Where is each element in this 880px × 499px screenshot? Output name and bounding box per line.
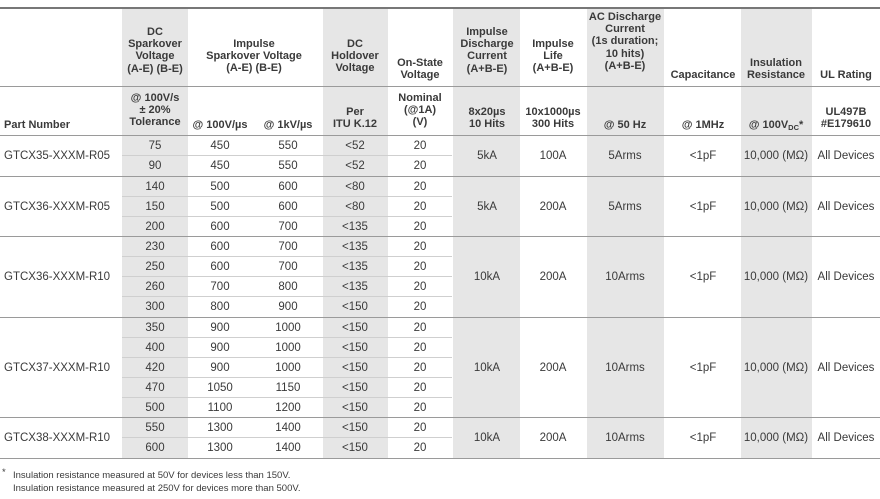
footnote-line-2: Insulation resistance measured at 250V for devices more than 500V. xyxy=(13,483,301,494)
dc-holdover-cell: <150 xyxy=(342,341,368,354)
table-rule xyxy=(0,86,880,87)
part-number-cell: GTCX38-XXXM-R10 xyxy=(4,432,111,444)
table-rule xyxy=(0,417,880,418)
on-state-cell: 20 xyxy=(413,220,427,233)
table-rule xyxy=(0,176,880,177)
insulation-cell: 10,000 (MΩ) xyxy=(743,150,809,162)
on-state-cell: 20 xyxy=(413,301,427,313)
dc-sparkover-cell: 250 xyxy=(145,260,165,273)
on-state-cell: 20 xyxy=(413,240,427,253)
part-number-cell: GTCX36-XXXM-R05 xyxy=(4,200,111,213)
row-divider xyxy=(122,377,452,378)
dc-holdover-cell: <135 xyxy=(342,260,368,273)
impulse-100-cell: 1300 xyxy=(207,442,233,454)
dc-holdover-cell: <52 xyxy=(345,139,365,152)
column-header: AC Discharge Current (1s duration; 10 hits) (A+B-E) xyxy=(588,11,662,72)
table-rule xyxy=(0,7,880,9)
dc-sparkover-cell: 300 xyxy=(145,301,165,313)
impulse-1k-cell: 1000 xyxy=(275,341,301,354)
part-number-cell: GTCX36-XXXM-R10 xyxy=(4,271,111,283)
part-number-cell: GTCX35-XXXM-R05 xyxy=(4,150,111,162)
dc-sparkover-cell: 350 xyxy=(145,321,165,334)
impulse-1k-cell: 1150 xyxy=(275,381,301,394)
row-divider xyxy=(122,437,452,438)
impulse-100-cell: 900 xyxy=(210,341,230,354)
dc-holdover-cell: <150 xyxy=(342,321,368,334)
dc-sparkover-cell: 600 xyxy=(145,442,165,454)
insulation-dc-subscript: DC xyxy=(788,123,800,132)
column-header: DC Sparkover Voltage (A-E) (B-E) xyxy=(127,26,183,75)
impulse-100-cell: 1050 xyxy=(207,381,233,394)
row-divider xyxy=(122,216,452,217)
column-header: Insulation Resistance xyxy=(746,57,806,82)
impulse-100-cell: 600 xyxy=(210,260,230,273)
on-state-cell: 20 xyxy=(413,361,427,374)
on-state-cell: 20 xyxy=(413,421,427,434)
table-rule xyxy=(0,135,880,136)
impulse-discharge-cell: 5kA xyxy=(477,150,497,162)
row-divider xyxy=(122,155,452,156)
dc-holdover-cell: <135 xyxy=(342,240,368,253)
impulse-1k-cell: 1000 xyxy=(275,361,301,374)
impulse-discharge-cell: 10kA xyxy=(473,432,501,444)
ac-discharge-cell: 5Arms xyxy=(608,150,642,162)
dc-sparkover-cell: 550 xyxy=(145,421,165,434)
column-subheader: 10x1000µs 300 Hits xyxy=(525,106,581,131)
column-header: On-State Voltage xyxy=(397,57,443,82)
impulse-1k-cell: 700 xyxy=(278,220,298,233)
on-state-cell: 20 xyxy=(413,401,427,414)
footnote-marker: * xyxy=(2,467,6,478)
impulse-1k-cell: 550 xyxy=(278,160,298,172)
ac-discharge-cell: 10Arms xyxy=(605,432,645,444)
impulse-life-cell: 200A xyxy=(539,271,567,283)
row-divider xyxy=(122,256,452,257)
dc-holdover-cell: <150 xyxy=(342,401,368,414)
capacitance-cell: <1pF xyxy=(689,200,717,213)
part-number-header: Part Number xyxy=(4,119,71,131)
insulation-cell: 10,000 (MΩ) xyxy=(743,432,809,444)
ul-rating-cell: All Devices xyxy=(817,150,875,162)
column-header: Impulse Life (A+B-E) xyxy=(532,38,574,75)
footnote-line-1: Insulation resistance measured at 50V for devices less than 150V. xyxy=(13,470,291,481)
impulse-1k-cell: 1000 xyxy=(275,321,301,334)
impulse-1k-cell: 1200 xyxy=(275,401,301,414)
part-number-cell: GTCX37-XXXM-R10 xyxy=(4,361,111,374)
impulse-100-cell: 1300 xyxy=(207,421,233,434)
dc-holdover-cell: <80 xyxy=(345,180,365,193)
dc-sparkover-cell: 90 xyxy=(148,160,162,172)
impulse-life-cell: 200A xyxy=(539,432,567,444)
on-state-cell: 20 xyxy=(413,160,427,172)
impulse-1k-cell: 550 xyxy=(278,139,298,152)
dc-sparkover-cell: 420 xyxy=(145,361,165,374)
impulse-100-cell: 500 xyxy=(210,180,230,193)
impulse-life-cell: 200A xyxy=(539,200,567,213)
column-subheader: Per ITU K.12 xyxy=(332,106,378,131)
impulse-100-cell: 500 xyxy=(210,200,230,213)
column-header: UL Rating xyxy=(820,69,872,81)
impulse-1k-cell: 900 xyxy=(278,301,298,313)
dc-holdover-cell: <150 xyxy=(342,421,368,434)
ul-rating-cell: All Devices xyxy=(817,200,875,213)
impulse-discharge-cell: 10kA xyxy=(473,361,501,374)
impulse-100-cell: 600 xyxy=(210,240,230,253)
ac-discharge-cell: 10Arms xyxy=(605,271,645,283)
row-divider xyxy=(122,397,452,398)
row-divider xyxy=(122,296,452,297)
column-header: Impulse Sparkover Voltage (A-E) (B-E) xyxy=(206,38,302,75)
insulation-cell: 10,000 (MΩ) xyxy=(743,271,809,283)
table-rule xyxy=(0,458,880,459)
dc-sparkover-cell: 400 xyxy=(145,341,165,354)
on-state-cell: 20 xyxy=(413,180,427,193)
column-subheader: @ 100V/µs xyxy=(192,119,248,131)
insulation-voltage: @ 100V xyxy=(748,119,789,131)
dc-sparkover-cell: 200 xyxy=(145,220,165,233)
impulse-1k-cell: 600 xyxy=(278,180,298,193)
dc-sparkover-cell: 150 xyxy=(145,200,165,213)
impulse-100-cell: 900 xyxy=(210,321,230,334)
impulse-100-cell: 600 xyxy=(210,220,230,233)
dc-holdover-cell: <150 xyxy=(342,301,368,313)
dc-holdover-cell: <52 xyxy=(345,160,365,172)
impulse-life-cell: 200A xyxy=(539,361,567,374)
impulse-100-cell: 450 xyxy=(210,160,230,172)
dc-sparkover-cell: 260 xyxy=(145,280,165,293)
impulse-100-cell: 800 xyxy=(210,301,230,313)
column-subheader: @ 50 Hz xyxy=(603,119,647,131)
column-subheader: @ 1kV/µs xyxy=(263,119,313,131)
column-subheader: UL497B #E179610 xyxy=(820,106,872,131)
on-state-cell: 20 xyxy=(413,321,427,334)
on-state-cell: 20 xyxy=(413,381,427,394)
dc-sparkover-cell: 230 xyxy=(145,240,165,253)
dc-holdover-cell: <80 xyxy=(345,200,365,213)
capacitance-cell: <1pF xyxy=(689,150,717,162)
table-rule xyxy=(0,236,880,237)
insulation-footnote-mark: * xyxy=(799,119,804,131)
impulse-1k-cell: 600 xyxy=(278,200,298,213)
column-subheader: Nominal (@1A) (V) xyxy=(398,92,442,129)
dc-holdover-cell: <150 xyxy=(342,361,368,374)
dc-sparkover-cell: 75 xyxy=(148,139,162,152)
impulse-discharge-cell: 5kA xyxy=(477,200,497,213)
impulse-life-cell: 100A xyxy=(539,150,567,162)
dc-holdover-cell: <150 xyxy=(342,381,368,394)
ac-discharge-cell: 5Arms xyxy=(608,200,642,213)
column-header: Impulse Discharge Current (A+B-E) xyxy=(460,26,514,75)
impulse-100-cell: 900 xyxy=(210,361,230,374)
dc-sparkover-cell: 500 xyxy=(145,401,165,414)
impulse-1k-cell: 1400 xyxy=(275,421,301,434)
dc-holdover-cell: <135 xyxy=(342,220,368,233)
on-state-cell: 20 xyxy=(413,200,427,213)
impulse-100-cell: 700 xyxy=(210,280,230,293)
table-rule xyxy=(0,317,880,318)
impulse-100-cell: 1100 xyxy=(207,401,233,414)
capacitance-cell: <1pF xyxy=(689,271,717,283)
dc-sparkover-cell: 140 xyxy=(145,180,165,193)
row-divider xyxy=(122,357,452,358)
insulation-cell: 10,000 (MΩ) xyxy=(743,200,809,213)
dc-holdover-cell: <135 xyxy=(342,280,368,293)
row-divider xyxy=(122,276,452,277)
dc-holdover-cell: <150 xyxy=(342,442,368,454)
on-state-cell: 20 xyxy=(413,260,427,273)
row-divider xyxy=(122,337,452,338)
column-subheader: 8x20µs 10 Hits xyxy=(468,106,506,131)
dc-sparkover-cell: 470 xyxy=(145,381,165,394)
impulse-1k-cell: 700 xyxy=(278,260,298,273)
on-state-cell: 20 xyxy=(413,442,427,454)
impulse-1k-cell: 800 xyxy=(278,280,298,293)
on-state-cell: 20 xyxy=(413,280,427,293)
column-header: Capacitance xyxy=(670,69,736,81)
ul-rating-cell: All Devices xyxy=(817,432,875,444)
capacitance-cell: <1pF xyxy=(689,432,717,444)
impulse-1k-cell: 700 xyxy=(278,240,298,253)
column-subheader: @ 1MHz xyxy=(681,119,725,131)
column-subheader: @ 100V/s ± 20% Tolerance xyxy=(129,92,181,129)
on-state-cell: 20 xyxy=(413,341,427,354)
column-header: DC Holdover Voltage xyxy=(331,38,379,75)
ul-rating-cell: All Devices xyxy=(817,361,875,374)
capacitance-cell: <1pF xyxy=(689,361,717,374)
insulation-cell: 10,000 (MΩ) xyxy=(743,361,809,374)
ul-rating-cell: All Devices xyxy=(817,271,875,283)
row-divider xyxy=(122,196,452,197)
ac-discharge-cell: 10Arms xyxy=(605,361,645,374)
impulse-discharge-cell: 10kA xyxy=(473,271,501,283)
impulse-100-cell: 450 xyxy=(210,139,230,152)
column-shade xyxy=(587,7,664,458)
impulse-1k-cell: 1400 xyxy=(275,442,301,454)
insulation-subheader xyxy=(749,119,804,134)
on-state-cell: 20 xyxy=(413,139,427,152)
